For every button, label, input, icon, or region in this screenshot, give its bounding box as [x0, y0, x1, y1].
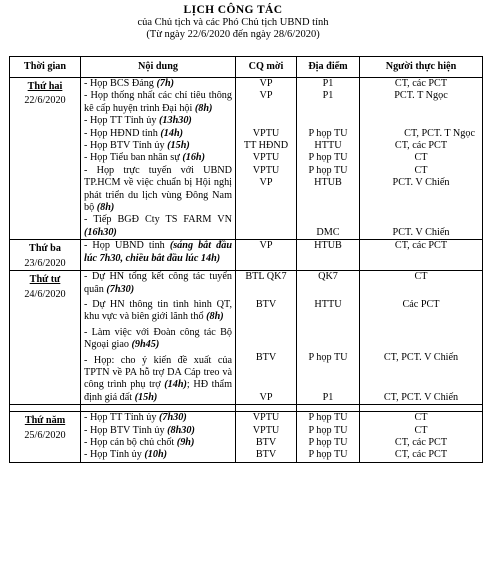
list-item: - Họp Tiểu ban nhân sự (16h) — [84, 152, 205, 164]
list-item: - Họp Tỉnh ủy (10h) — [84, 449, 168, 461]
col-header-time: Thời gian — [10, 57, 81, 78]
schedule-table — [9, 56, 483, 463]
day-cell — [10, 412, 81, 463]
list-item: - Tiếp BGĐ Cty TS FARM VN (16h30) — [84, 214, 232, 238]
table-row-wednesday — [10, 271, 483, 405]
list-item: - Họp thống nhất các chỉ tiêu thông kê cấp huyện trình Đại hội (8h) — [84, 90, 232, 114]
day-name: Thứ ba — [29, 243, 61, 255]
list-item: - Làm việc với Đoàn công tác Bộ Ngoại giao (9h45) — [84, 326, 232, 351]
content-cell — [81, 240, 236, 271]
list-item: - Họp BTV Tỉnh ủy (8h30) — [84, 424, 195, 436]
col-header-location: Địa điểm — [297, 57, 360, 78]
document-header — [0, 0, 466, 41]
col-header-cq: CQ mời — [236, 57, 297, 78]
list-item: - Họp TT Tỉnh ủy (7h30) — [84, 412, 187, 424]
performer-cell: CT, các PCT PCT. T Ngọc CT, PCT. T Ngọc CT, các PCT CT CT PCT. V Chiến PCT. V Chiến — [360, 78, 483, 240]
performer-cell: CT CT CT, các PCT CT, các PCT — [360, 412, 483, 463]
table-spacer-row — [10, 405, 483, 412]
list-item: - Họp BCS Đảng (7h) — [84, 78, 174, 89]
table-header-row — [10, 57, 483, 78]
list-item: - Họp HĐND tỉnh (14h) — [84, 127, 184, 139]
document-title: LỊCH CÔNG TÁC — [183, 4, 283, 16]
location-cell: QK7 HTTU P họp TU P1 — [297, 271, 360, 405]
list-item: - Dự HN tổng kết công tác tuyển quân (7h30) — [84, 271, 232, 295]
cq-cell: BTL QK7 BTV BTV VP — [236, 271, 297, 405]
content-cell — [81, 271, 236, 405]
table-row-thursday — [10, 412, 483, 463]
document-date-range: (Từ ngày 22/6/2020 đến ngày 28/6/2020) — [146, 29, 320, 40]
location-cell: HTUB — [297, 240, 360, 271]
list-item: - Họp TT Tỉnh ủy (13h30) — [84, 115, 192, 127]
day-date: 25/6/2020 — [24, 429, 66, 441]
performer-cell: CT Các PCT CT, PCT. V Chiến CT, PCT. V Chiến — [360, 271, 483, 405]
list-item: - Họp cán bộ chủ chốt (9h) — [84, 436, 195, 448]
list-item: - Họp BTV Tỉnh ủy (15h) — [84, 140, 190, 152]
document-subtitle: của Chủ tịch và các Phó Chủ tịch UBND tỉnh — [137, 17, 329, 28]
cq-cell: VP VP VPTU TT HĐND VPTU VPTU VP — [236, 78, 297, 240]
list-item: - Họp UBND tỉnh (sáng bắt đầu lúc 7h30, chiều bắt đầu lúc 14h) — [84, 240, 232, 264]
location-cell: P1 P1 P họp TU HTTU P họp TU P họp TU HTUB DMC — [297, 78, 360, 240]
list-item: - Họp trực tuyến với UBND TP.HCM về việc chuẩn bị Hội nghị phát triển du lịch vùng Đông Nam bộ (8h) — [84, 164, 232, 214]
location-cell: P họp TU P họp TU P họp TU P họp TU — [297, 412, 360, 463]
day-cell — [10, 271, 81, 405]
table-row-tuesday — [10, 240, 483, 271]
day-date: 24/6/2020 — [24, 288, 66, 300]
day-cell — [10, 78, 81, 240]
table-row-monday — [10, 78, 483, 240]
day-cell — [10, 240, 81, 271]
performer-cell: CT, các PCT — [360, 240, 483, 271]
col-header-content: Nội dung — [81, 57, 236, 78]
cq-cell: VP — [236, 240, 297, 271]
col-header-performer: Người thực hiện — [360, 57, 483, 78]
day-date: 22/6/2020 — [24, 95, 66, 107]
day-date: 23/6/2020 — [24, 257, 66, 269]
day-name: Thứ hai — [27, 81, 63, 92]
content-cell — [81, 78, 236, 240]
list-item: - Họp: cho ý kiến đề xuất của TPTN về PA hỗ trợ DA Cáp treo và công trình phụ trợ (14h); HĐ thẩm định giá đất (15h) — [84, 354, 233, 403]
day-name: Thứ tư — [29, 274, 61, 286]
cq-cell: VPTU VPTU BTV BTV — [236, 412, 297, 463]
content-cell — [81, 412, 236, 463]
day-name: Thứ năm — [24, 415, 66, 427]
list-item: - Dự HN thông tin tình hình QT, khu vực và biên giới lãnh thổ (8h) — [84, 298, 232, 323]
